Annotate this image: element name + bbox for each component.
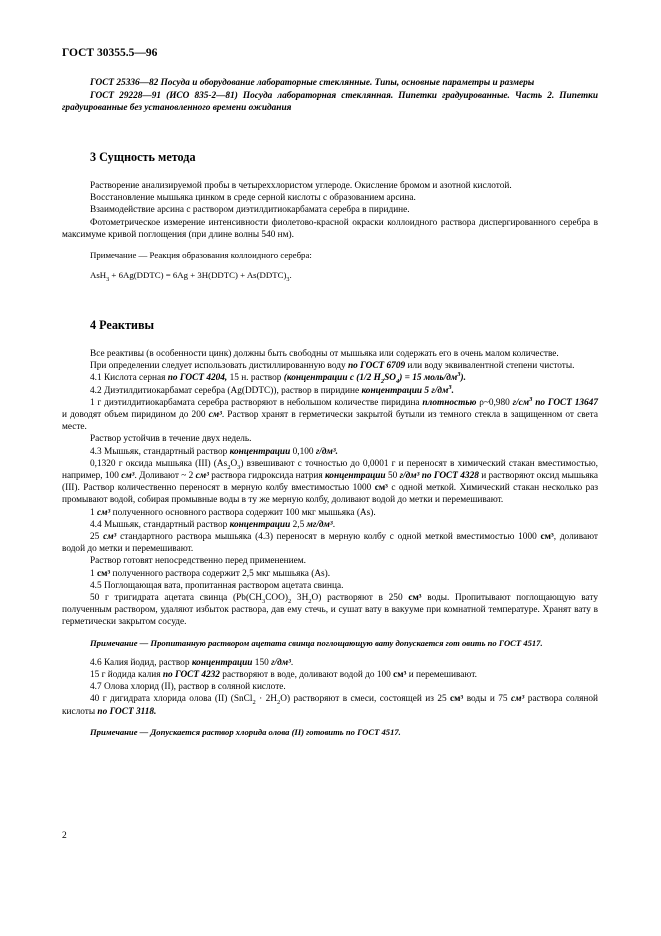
paragraph: 40 г дигидрата хлорида олова (II) (SnCl$_2$ · $2H_2O$) растворяют в смеси, состоящей из 25 см³ воды и 75 см³ раствора соляной кислоты по ГОСТ 3118.	[62, 694, 599, 717]
paragraph: При определении следует использовать дистиллированную воду по ГОСТ 6709 или воду эквивалентной степени чистоты.	[90, 361, 575, 372]
paragraph: 1 см³ полученного основного раствора содержит 100 мкг мышьяка (As).	[90, 507, 376, 518]
equation: AsH$_3$ + 6Ag(DDTC) = 6Ag + 3H(DDTC) + $As(DDTC)_3$.	[90, 270, 292, 283]
section-3-body	[62, 180, 598, 281]
paragraph: 4.3 Мышьяк, стандартный раствор концентрации 0,100 г/дм³.	[90, 446, 338, 457]
paragraph: 4.5 Поглощающая вата, пропитанная раствором ацетата свинца.	[90, 580, 344, 591]
paragraph: 4.1 Кислота серная по ГОСТ 4204, 15 н. раствор (концентрации с (1/2 $H_2SO_4) = 15$ моль/$дм^3$).	[90, 371, 466, 386]
paragraph: 1 см³ полученного раствора содержит 2,5 мкг мышьяка (As).	[90, 568, 331, 579]
normative-references	[62, 77, 598, 115]
paragraph: 50 г тригидрата ацетата свинца ($Pb(CH_3COO)_2$ $3H_2O$) растворяют в 250 см³ воды. Пропитывают поглощающую вату полученным раствором, удаляют избыток раствора, дав ему стечь, и сушат вату в вакууме при комнатной температуре. Хранят вату в герметически закрытом сосуде.	[62, 593, 598, 628]
paragraph: Фотометрическое измерение интенсивности фиолетово-красной окраски коллоидного раствора диспергированного серебра в максимуме кривой поглощения (при длине волны 540 нм).	[62, 217, 598, 240]
paragraph: 4.7 Олова хлорид (II), раствор в соляной кислоте.	[90, 682, 286, 693]
paragraph: 4.2 Диэтилдитиокарбамат серебра (Ag(DDTC)), раствор в пиридине концентрации 5 $г/дм^3$.	[90, 383, 454, 396]
section-3-title: 3 Сущность метода	[90, 150, 196, 164]
paragraph: 1 г диэтилдитиокарбамата серебра растворяют в небольшом количестве пиридина плотностью ρ~0,980 $г/см^3$ по ГОСТ 13647 и доводят объем пиридином до 200 см³. Раствор хранят в герметически закрытой бутыли из темного стекла в защищенном от света месте.	[62, 395, 598, 433]
paragraph: Все реактивы (в особенности цинк) должны быть свободны от мышьяка или содержать его в очень малом количестве.	[90, 349, 559, 359]
paragraph: 4.4 Мышьяк, стандартный раствор концентрации 2,5 мг/дм³.	[90, 519, 336, 530]
page-header: ГОСТ 30355.5—96	[62, 47, 158, 59]
paragraph: 4.6 Калия йодид, раствор концентрации 150 г/дм³.	[90, 657, 294, 668]
paragraph: Растворение анализируемой пробы в четыреххлористом углероде. Окисление бромом и азотной кислотой.	[90, 181, 512, 191]
reference-item: ГОСТ 29228—91 (ИСО 835-2—81) Посуда лабораторная стеклянная. Пипетки градуированные. Часть 2. Пипетки градуированные без установленного времени ожидания	[62, 90, 598, 113]
paragraph: Взаимодействие арсина с раствором диэтилдитиокарбамата серебра в пиридине.	[90, 205, 410, 216]
reference-item: ГОСТ 25336—82 Посуда и оборудование лабораторные стеклянные. Типы, основные параметры и размеры	[90, 78, 535, 88]
note: Примечание — Допускается раствор хлорида олова (II) готовить по ГОСТ 4517.	[90, 726, 401, 737]
paragraph: Раствор готовят непосредственно перед применением.	[90, 556, 306, 567]
paragraph: 15 г йодида калия по ГОСТ 4232 растворяют в воде, доливают водой до 100 см³ и перемешивают.	[90, 670, 477, 681]
paragraph: 0,1320 г оксида мышьяка (III) $(As_2O_3)$ взвешивают с точностью до 0,0001 г и переносят в химический стакан вместимостью, например, 100 см³. Доливают ~ 2 см³ раствора гидроксида натрия концентрации 50 г/дм³ по ГОСТ 4328 и растворяют оксид мышьяка (III). Раствор количественно переносят в мерную колбу вместимостью 1000 см³ с одной меткой. Химический стакан несколько раз промывают водой, собирая промывные воды в ту же мерную колбу, доливают водой до метки и перемешивают.	[62, 458, 599, 506]
section-4-title: 4 Реактивы	[90, 318, 155, 332]
section-4-body	[62, 348, 598, 738]
paragraph: Раствор устойчив в течение двух недель.	[90, 434, 252, 445]
paragraph: Восстановление мышьяка цинком в среде серной кислоты с образованием арсина.	[90, 193, 416, 204]
page-number: 2	[62, 831, 67, 841]
note: Примечание — Пропитанную раствором ацетата свинца поглощающую вату допускается гот овить по ГОСТ 4517.	[90, 637, 543, 648]
paragraph: 25 см³ стандартного раствора мышьяка (4.3) переносят в мерную колбу с одной меткой вместимостью 1000 см³, доливают водой до метки и перемешивают.	[62, 532, 598, 555]
note: Примечание — Реакция образования коллоидного серебра:	[90, 250, 312, 261]
